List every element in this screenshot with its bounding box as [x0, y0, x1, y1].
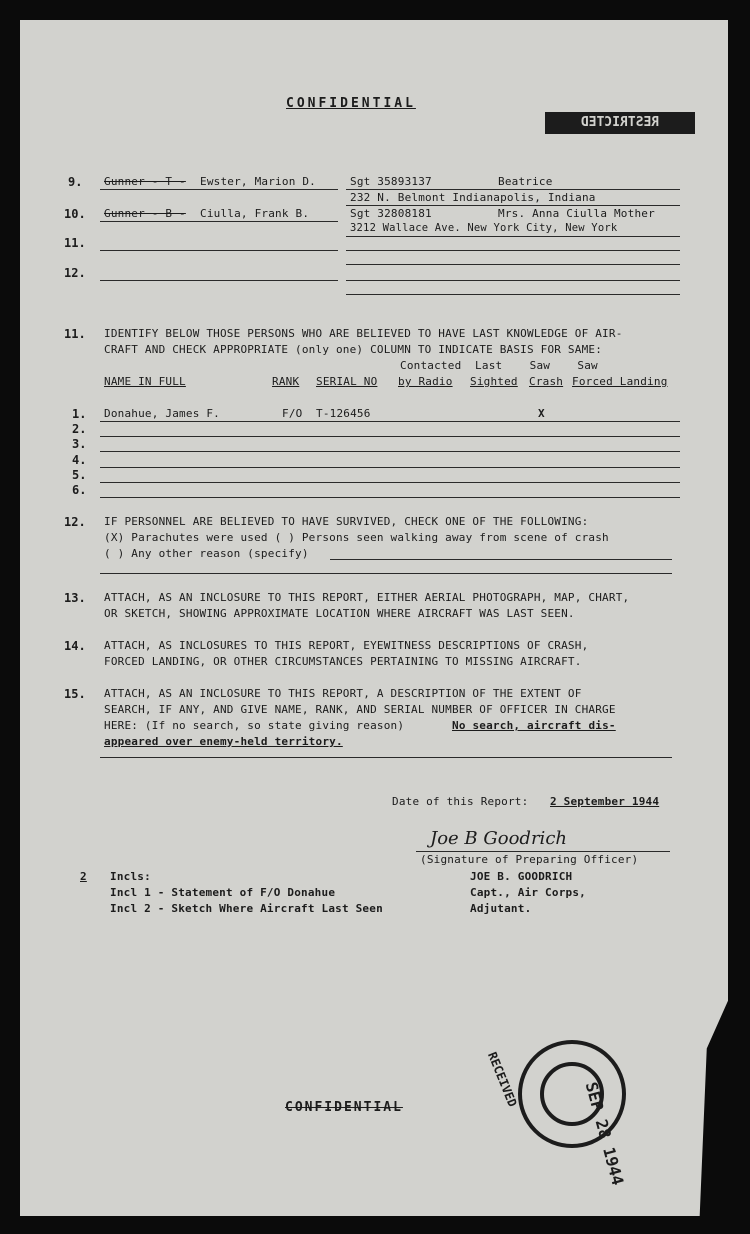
section-13-text: ATTACH, AS AN INCLOSURE TO THIS REPORT, EITHER AERIAL PHOTOGRAPH, MAP, CHART,	[104, 591, 630, 604]
received-date: SEP 28 1944	[581, 1080, 628, 1188]
footer-classification: CONFIDENTIAL	[285, 1100, 403, 1115]
crew-address: 3212 Wallace Ave. New York City, New York	[350, 222, 618, 234]
column-radio-header: by Radio	[398, 375, 453, 388]
inclosure-count: 2	[80, 870, 87, 883]
search-answer: appeared over enemy-held territory.	[104, 735, 343, 748]
section-12-options: (X) Parachutes were used ( ) Persons seen walking away from scene of crash	[104, 531, 609, 544]
inclosure-label: Incls:	[110, 870, 151, 883]
crew-position: Gunner - T -	[104, 175, 186, 188]
officer-rank: Capt., Air Corps,	[470, 886, 586, 899]
crew-contact: Mrs. Anna Ciulla Mother	[498, 207, 655, 220]
crew-address: 232 N. Belmont Indianapolis, Indiana	[350, 191, 596, 204]
crew-rank-serial: Sgt 35893137	[350, 175, 432, 188]
section-12-text: IF PERSONNEL ARE BELIEVED TO HAVE SURVIVED, CHECK ONE OF THE FOLLOWING:	[104, 515, 589, 528]
column-serial-header: SERIAL NO	[316, 375, 378, 388]
officer-signature: Joe B Goodrich	[430, 828, 567, 849]
document-title: CONFIDENTIAL	[286, 96, 416, 111]
section-11-text: CRAFT AND CHECK APPROPRIATE (only one) COLUMN TO INDICATE BASIS FOR SAME:	[104, 343, 603, 356]
received-text: RECEIVED	[485, 1050, 520, 1109]
search-answer: No search, aircraft dis-	[452, 719, 616, 732]
section-13-text: OR SKETCH, SHOWING APPROXIMATE LOCATION WHERE AIRCRAFT WAS LAST SEEN.	[104, 607, 575, 620]
inclosure-1: Incl 1 - Statement of F/O Donahue	[110, 886, 336, 899]
section-12-other: ( ) Any other reason (specify)	[104, 547, 309, 560]
column-crash-header: Crash	[529, 375, 564, 388]
section-12-number: 12.	[64, 515, 86, 529]
restricted-stamp: RESTRICTED	[545, 112, 695, 134]
section-11-number: 11.	[64, 327, 86, 341]
check-mark: X	[538, 407, 545, 420]
crew-contact: Beatrice	[498, 175, 553, 188]
crew-rank-serial: Sgt 32808181	[350, 207, 432, 220]
section-11-text: IDENTIFY BELOW THOSE PERSONS WHO ARE BELIEVED TO HAVE LAST KNOWLEDGE OF AIR-	[104, 327, 623, 340]
column-rank-header: RANK	[272, 375, 300, 388]
section-13-number: 13.	[64, 591, 86, 605]
crew-name: Ewster, Marion D.	[200, 175, 316, 188]
section-15-text: HERE: (If no search, so state giving reason)	[104, 719, 405, 732]
column-forced-header: Forced Landing	[572, 375, 668, 388]
section-15-text: ATTACH, AS AN INCLOSURE TO THIS REPORT, A DESCRIPTION OF THE EXTENT OF	[104, 687, 582, 700]
column-name-header: NAME IN FULL	[104, 375, 186, 388]
section-15-text: SEARCH, IF ANY, AND GIVE NAME, RANK, AND SERIAL NUMBER OF OFFICER IN CHARGE	[104, 703, 616, 716]
crew-name: Ciulla, Frank B.	[200, 207, 310, 220]
officer-name: JOE B. GOODRICH	[470, 870, 573, 883]
inclosure-2: Incl 2 - Sketch Where Aircraft Last Seen	[110, 902, 383, 915]
officer-title: Adjutant.	[470, 902, 532, 915]
section-15-number: 15.	[64, 687, 86, 701]
column-sighted-header: Sighted	[470, 375, 518, 388]
section-14-text: FORCED LANDING, OR OTHER CIRCUMSTANCES PERTAINING TO MISSING AIRCRAFT.	[104, 655, 582, 668]
report-date: 2 September 1944	[550, 795, 660, 808]
signature-label: (Signature of Preparing Officer)	[420, 853, 639, 866]
column-header-top: Contacted Last Saw Saw	[400, 359, 598, 372]
crew-position: Gunner - B -	[104, 207, 186, 220]
section-14-number: 14.	[64, 639, 86, 653]
section-14-text: ATTACH, AS INCLOSURES TO THIS REPORT, EYEWITNESS DESCRIPTIONS OF CRASH,	[104, 639, 589, 652]
report-date-label: Date of this Report:	[392, 795, 529, 808]
